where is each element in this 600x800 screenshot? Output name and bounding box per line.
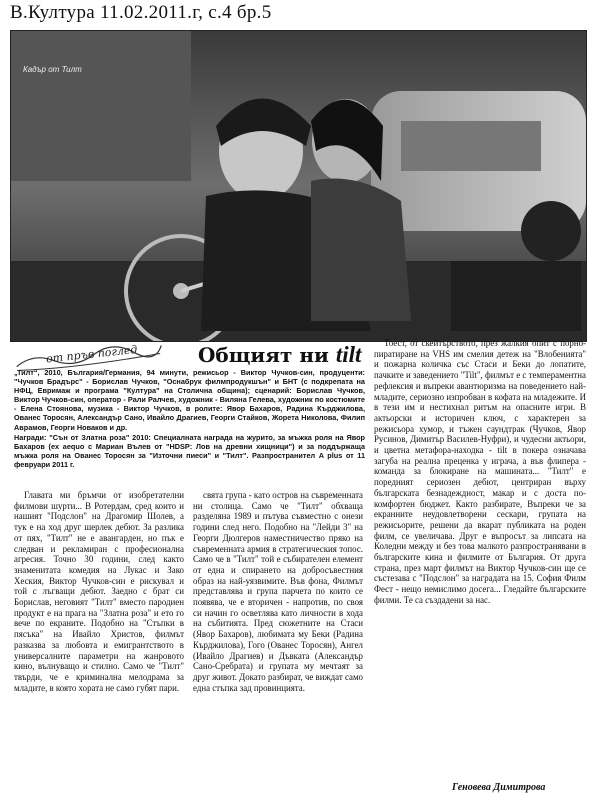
headline-text: Общият ни <box>198 343 329 367</box>
awards-paragraph: Награди: "Сън от Златна роза" 2010: Специалната награда на журито, за мъжка роля на Явор Бахаров (ex aequo с Мариан Вълев от "HDSP: Лов на древни хищници") и за поддържаща мъжка роля на Овaнес Торосян за "Източни пиеси" и "Тилт". Разпространител A plus от 11 февруари 2011 г. <box>14 432 365 469</box>
article-column-2 <box>193 490 363 693</box>
photo-credit: Кадър от Тилт <box>23 65 82 74</box>
newspaper-source-line: В.Култура 11.02.2011.г, с.4 бр.5 <box>10 2 272 23</box>
credits-paragraph: „Тилт“, 2010, България/Германия, 94 минути, режисьор - Виктор Чучков-син, продуценти: "Чучков Брадърс" - Борислав Чучков, "Оснабрук филмпродукшън" и БНТ (с подкрепата на НФЦ, Евримаж и програма "Култура" на Столична община); сценарий: Борислав Чучков, Виктор Чучков-син, оператор - Рали Ралчев, художник - Виляна Гелева, художник по костюмите - Елена Стоянова, музика - Виктор Чучков, в ролите: Явор Бахаров, Радина Кърджилова, Ованес Торосян, Александър Сано, Ивайло Драгиев, Георги Стайков, Жорета Николова, Филип Аврамов, Георги Новаков и др. <box>14 368 365 432</box>
column-1-text: Главата ми бръмчи от изобретателни филмови шурти... В Ротердам, сред които и нашият "Подслон" на Драгомир Шолев, а тук е на ход друг шерлек дебют. За разлика от пях, "Тилт" не е авангарден, но пък е следван и рекламиран с професионална агресия. Точно 30 години, след както знаменитата комедия на Лукас и Зако Хеския, Виктор Чучков-син е рискувал и той с лъгващи дебют. Заедно с брат си Борислав, неговият "Тилт" вместо пародиен продукт е на прага на "Златна роза" и ето го вече по екраните. Подобно на "Стъпки в пясъка" на Ивайло Христов, филмът разказва за любовта и емигрантството в универсалните параметри на жанровото кино, вълнуващо и стилно. Само че "Тилт" твърди, че е криминална мелодрама за младите, в която хората не само губят пари. <box>14 490 184 693</box>
film-credits <box>14 368 365 470</box>
article-column-3 <box>374 338 586 606</box>
photo-illustration <box>11 31 586 341</box>
article-column-1 <box>14 490 184 693</box>
article-headline <box>198 342 361 368</box>
headline-italic: tilt <box>335 342 362 367</box>
column-3-text: Тоест, от скейтърството, през жалкия опит с порно-пиратиране на VHS им смелия детеж на "Влобенията" и пожарна количка със Стаси и Беки до лопатите, пачките и заведението "Tilt", филмът е с темпераментна рефлексия и въпреки авантюризма на поведението най-младите, сериозно изпробван в кофата на младежите. И в тези им и нестихнал ритъм на опасните игри. В актьорски и историчен ключ, с характерен за режисьора хумор, и тъжен саундтрак (Чучков, Явор Русинов, Димитър Василев-Нуфри), и чудесни актьори, и цветна метафора-находка - tilt в покера означава загуба на реална преценка у играча, а във флипера - команда за блокиране на машината... "Тилт" е поредният сериозен дебют, центриран върху българската безнадеждност, макар и с доста по-комфортен бюджет. Както разбирате, Въпреки че за екранните неудовлетворени сескари, групата на режисьорите, решени да вкарат публиката на роден филм, се увеличава. Друг е въпросът за липсата на Коледни между и без това малкото разпространявани в българските кина и филмите от България. От друга страна, през март филмът на Виктор Чучков-син ще се състезава с "Подслон" за наградата на 15. София Филм Фест - нещо немислимо досега... Гледайте българските филми. Те са създадени за нас. <box>374 338 586 605</box>
kicker-label: от пръв поглед <box>45 342 138 366</box>
column-2-text: свята група - като остров на съвременната ни столица. Само че "Тилт" обхваща разделяна 1989 и пътува съвместно с онези години след него. Подобно на "Лейди 3" на Георги Дюлгеров наместничество пряко на съвременната армия в стратегическия топос. Само че в "Тилт" той е събирателен елемент от една и спирането на добросъвестния образ на най-уязвимите. Във фона, Филмът представлява и група парчета по които се появява, че е вторичен - напротив, по своя си начин го осветлява като личности в хода на събитията. Пред сюжетните на Стаси (Явор Бахаров), любимата му Беки (Радина Кърджилова), Гого (Овaнес Торосян), Ангел (Ивайло Драгиев) и Дъвката (Александър Сано-Сребрата) и групата му мечтаят за друг живот. Докато разбират, че виждат само една стъпка зад провинцията. <box>193 490 363 693</box>
author-signature: Геновева Димитрова <box>452 782 546 793</box>
film-still-photo <box>10 30 587 342</box>
